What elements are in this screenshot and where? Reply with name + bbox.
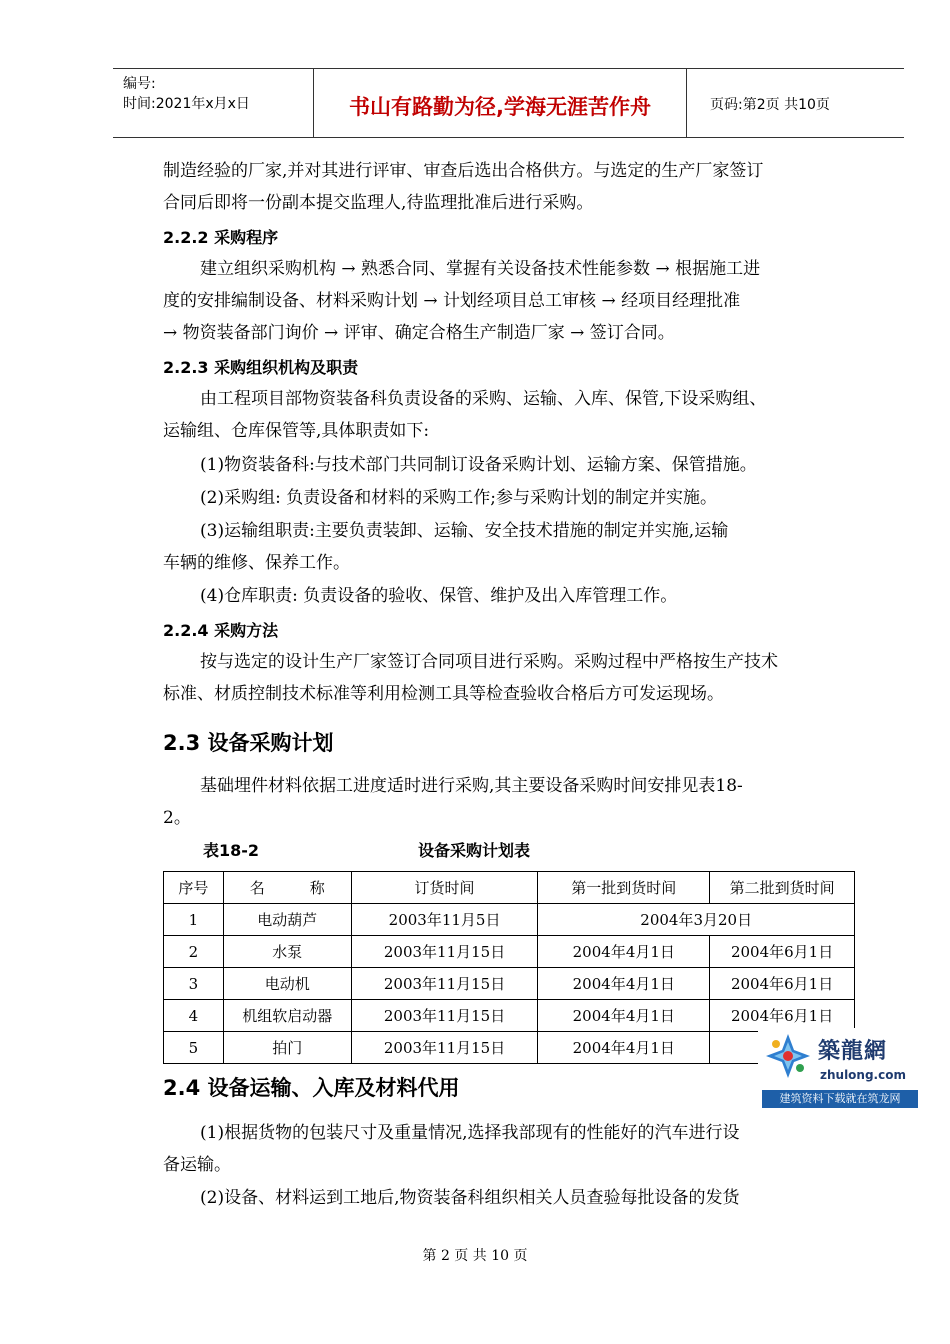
header-page-label xyxy=(698,69,904,137)
table-cell: 2003年11月15日 xyxy=(351,936,538,968)
procurement-plan-table xyxy=(163,871,855,1064)
table-row xyxy=(164,936,855,968)
table-cell: 水泵 xyxy=(223,936,351,968)
table-number: 表18-2 xyxy=(203,841,260,860)
section-heading-2-3: 2.3 设备采购计划 xyxy=(163,731,334,755)
table-cell: 3 xyxy=(164,968,224,1000)
paragraph-line: 标准、材质控制技术标准等利用检测工具等检查验收合格后方可发运现场。 xyxy=(163,684,724,704)
table-header-row xyxy=(164,872,855,904)
table-cell: 2003年11月15日 xyxy=(351,1032,538,1064)
paragraph-line: 度的安排编制设备、材料采购计划 → 计划经项目总工审核 → 经项目经理批准 xyxy=(163,291,741,311)
table-cell: 2004年4月1日 xyxy=(538,1032,710,1064)
table-cell: 2004年4月1日 xyxy=(538,936,710,968)
list-item: (2)采购组: 负责设备和材料的采购工作;参与采购计划的制定并实施。 xyxy=(200,488,717,508)
paragraph-line: 备运输。 xyxy=(163,1155,231,1175)
table-row xyxy=(164,1000,855,1032)
section-heading-2-4: 2.4 设备运输、入库及材料代用 xyxy=(163,1076,460,1100)
paragraph-line: (2)设备、材料运到工地后,物资装备科组织相关人员查验每批设备的发货 xyxy=(200,1188,740,1208)
table-row xyxy=(164,1032,855,1064)
table-cell: 2004年6月1日 xyxy=(710,936,855,968)
list-item: (1)物资装备科:与技术部门共同制订设备采购计划、运输方案、保管措施。 xyxy=(200,455,757,475)
table-row xyxy=(164,904,855,936)
paragraph-line: → 物资装备部门询价 → 评审、确定合格生产制造厂家 → 签订合同。 xyxy=(163,323,675,343)
paragraph-line: 建立组织采购机构 → 熟悉合同、掌握有关设备技术性能参数 → 根据施工进 xyxy=(200,259,761,279)
table-cell: 机组软启动器 xyxy=(223,1000,351,1032)
paragraph-line: 制造经验的厂家,并对其进行评审、审查后选出合格供方。与选定的生产厂家签订 xyxy=(163,161,764,181)
table-cell: 2003年11月15日 xyxy=(351,1000,538,1032)
watermark-slogan: 建筑资料下载就在筑龙网 xyxy=(762,1090,918,1108)
zhulong-watermark xyxy=(758,1028,920,1112)
page-label-text: 页码:第2页 共10页 xyxy=(710,97,830,113)
table-cell: 4 xyxy=(164,1000,224,1032)
section-heading-2-2-3: 2.2.3 采购组织机构及职责 xyxy=(163,358,359,377)
paragraph-line: 按与选定的设计生产厂家签订合同项目进行采购。采购过程中严格按生产技术 xyxy=(200,652,778,672)
table-header-cell: 名 称 xyxy=(223,872,351,904)
table-cell: 拍门 xyxy=(223,1032,351,1064)
paragraph-line: (1)根据货物的包装尺寸及重量情况,选择我部现有的性能好的汽车进行设 xyxy=(200,1123,740,1143)
header-meta-cell xyxy=(113,69,314,137)
paragraph-line: 由工程项目部物资装备科负责设备的采购、运输、入库、保管,下设采购组、 xyxy=(200,389,767,409)
table-cell: 2004年4月1日 xyxy=(538,1000,710,1032)
paragraph-line: 合同后即将一份副本提交监理人,待监理批准后进行采购。 xyxy=(163,193,594,213)
table-header-cell: 订货时间 xyxy=(351,872,538,904)
table-cell: 2003年11月5日 xyxy=(351,904,538,936)
table-header-cell: 第一批到货时间 xyxy=(538,872,710,904)
paragraph-line: 基础埋件材料依据工进度适时进行采购,其主要设备采购时间安排见表18- xyxy=(200,776,743,796)
table-cell: 2 xyxy=(164,936,224,968)
table-cell: 电动葫芦 xyxy=(223,904,351,936)
page-footer xyxy=(0,1245,950,1265)
page-header xyxy=(113,68,904,138)
zhulong-logo-icon xyxy=(764,1032,812,1080)
table-cell: 2004年6月1日 xyxy=(710,968,855,1000)
table-row xyxy=(164,968,855,1000)
section-heading-2-2-4: 2.2.4 采购方法 xyxy=(163,621,279,640)
table-cell: 2004年4月1日 xyxy=(538,968,710,1000)
number-label: 编号: xyxy=(123,76,156,92)
table-cell: 1 xyxy=(164,904,224,936)
list-item: (4)仓库职责: 负责设备的验收、保管、维护及出入库管理工作。 xyxy=(200,586,678,606)
time-label: 时间:2021年x月x日 xyxy=(123,96,250,112)
section-heading-2-2-2: 2.2.2 采购程序 xyxy=(163,228,279,247)
paragraph-line: 2。 xyxy=(163,808,191,828)
list-item-continued: 车辆的维修、保养工作。 xyxy=(163,553,350,573)
table-header-cell: 第二批到货时间 xyxy=(710,872,855,904)
watermark-site: zhulong.com xyxy=(820,1068,906,1082)
table-cell-merged: 2004年3月20日 xyxy=(538,904,855,936)
table-cell: 5 xyxy=(164,1032,224,1064)
table-title: 设备采购计划表 xyxy=(418,841,531,860)
table-cell: 2004年6月1日 xyxy=(710,1000,855,1032)
table-header-cell: 序号 xyxy=(164,872,224,904)
paragraph-line: 运输组、仓库保管等,具体职责如下: xyxy=(163,421,430,441)
table-cell: 电动机 xyxy=(223,968,351,1000)
table-cell: 2003年11月15日 xyxy=(351,968,538,1000)
watermark-brand: 築龍網 xyxy=(818,1038,888,1064)
header-motto: 书山有路勤为径,学海无涯苦作舟 xyxy=(314,69,687,137)
footer-page-number: 第 2 页 共 10 页 xyxy=(422,1248,528,1264)
list-item: (3)运输组职责:主要负责装卸、运输、安全技术措施的制定并实施,运输 xyxy=(200,521,729,541)
